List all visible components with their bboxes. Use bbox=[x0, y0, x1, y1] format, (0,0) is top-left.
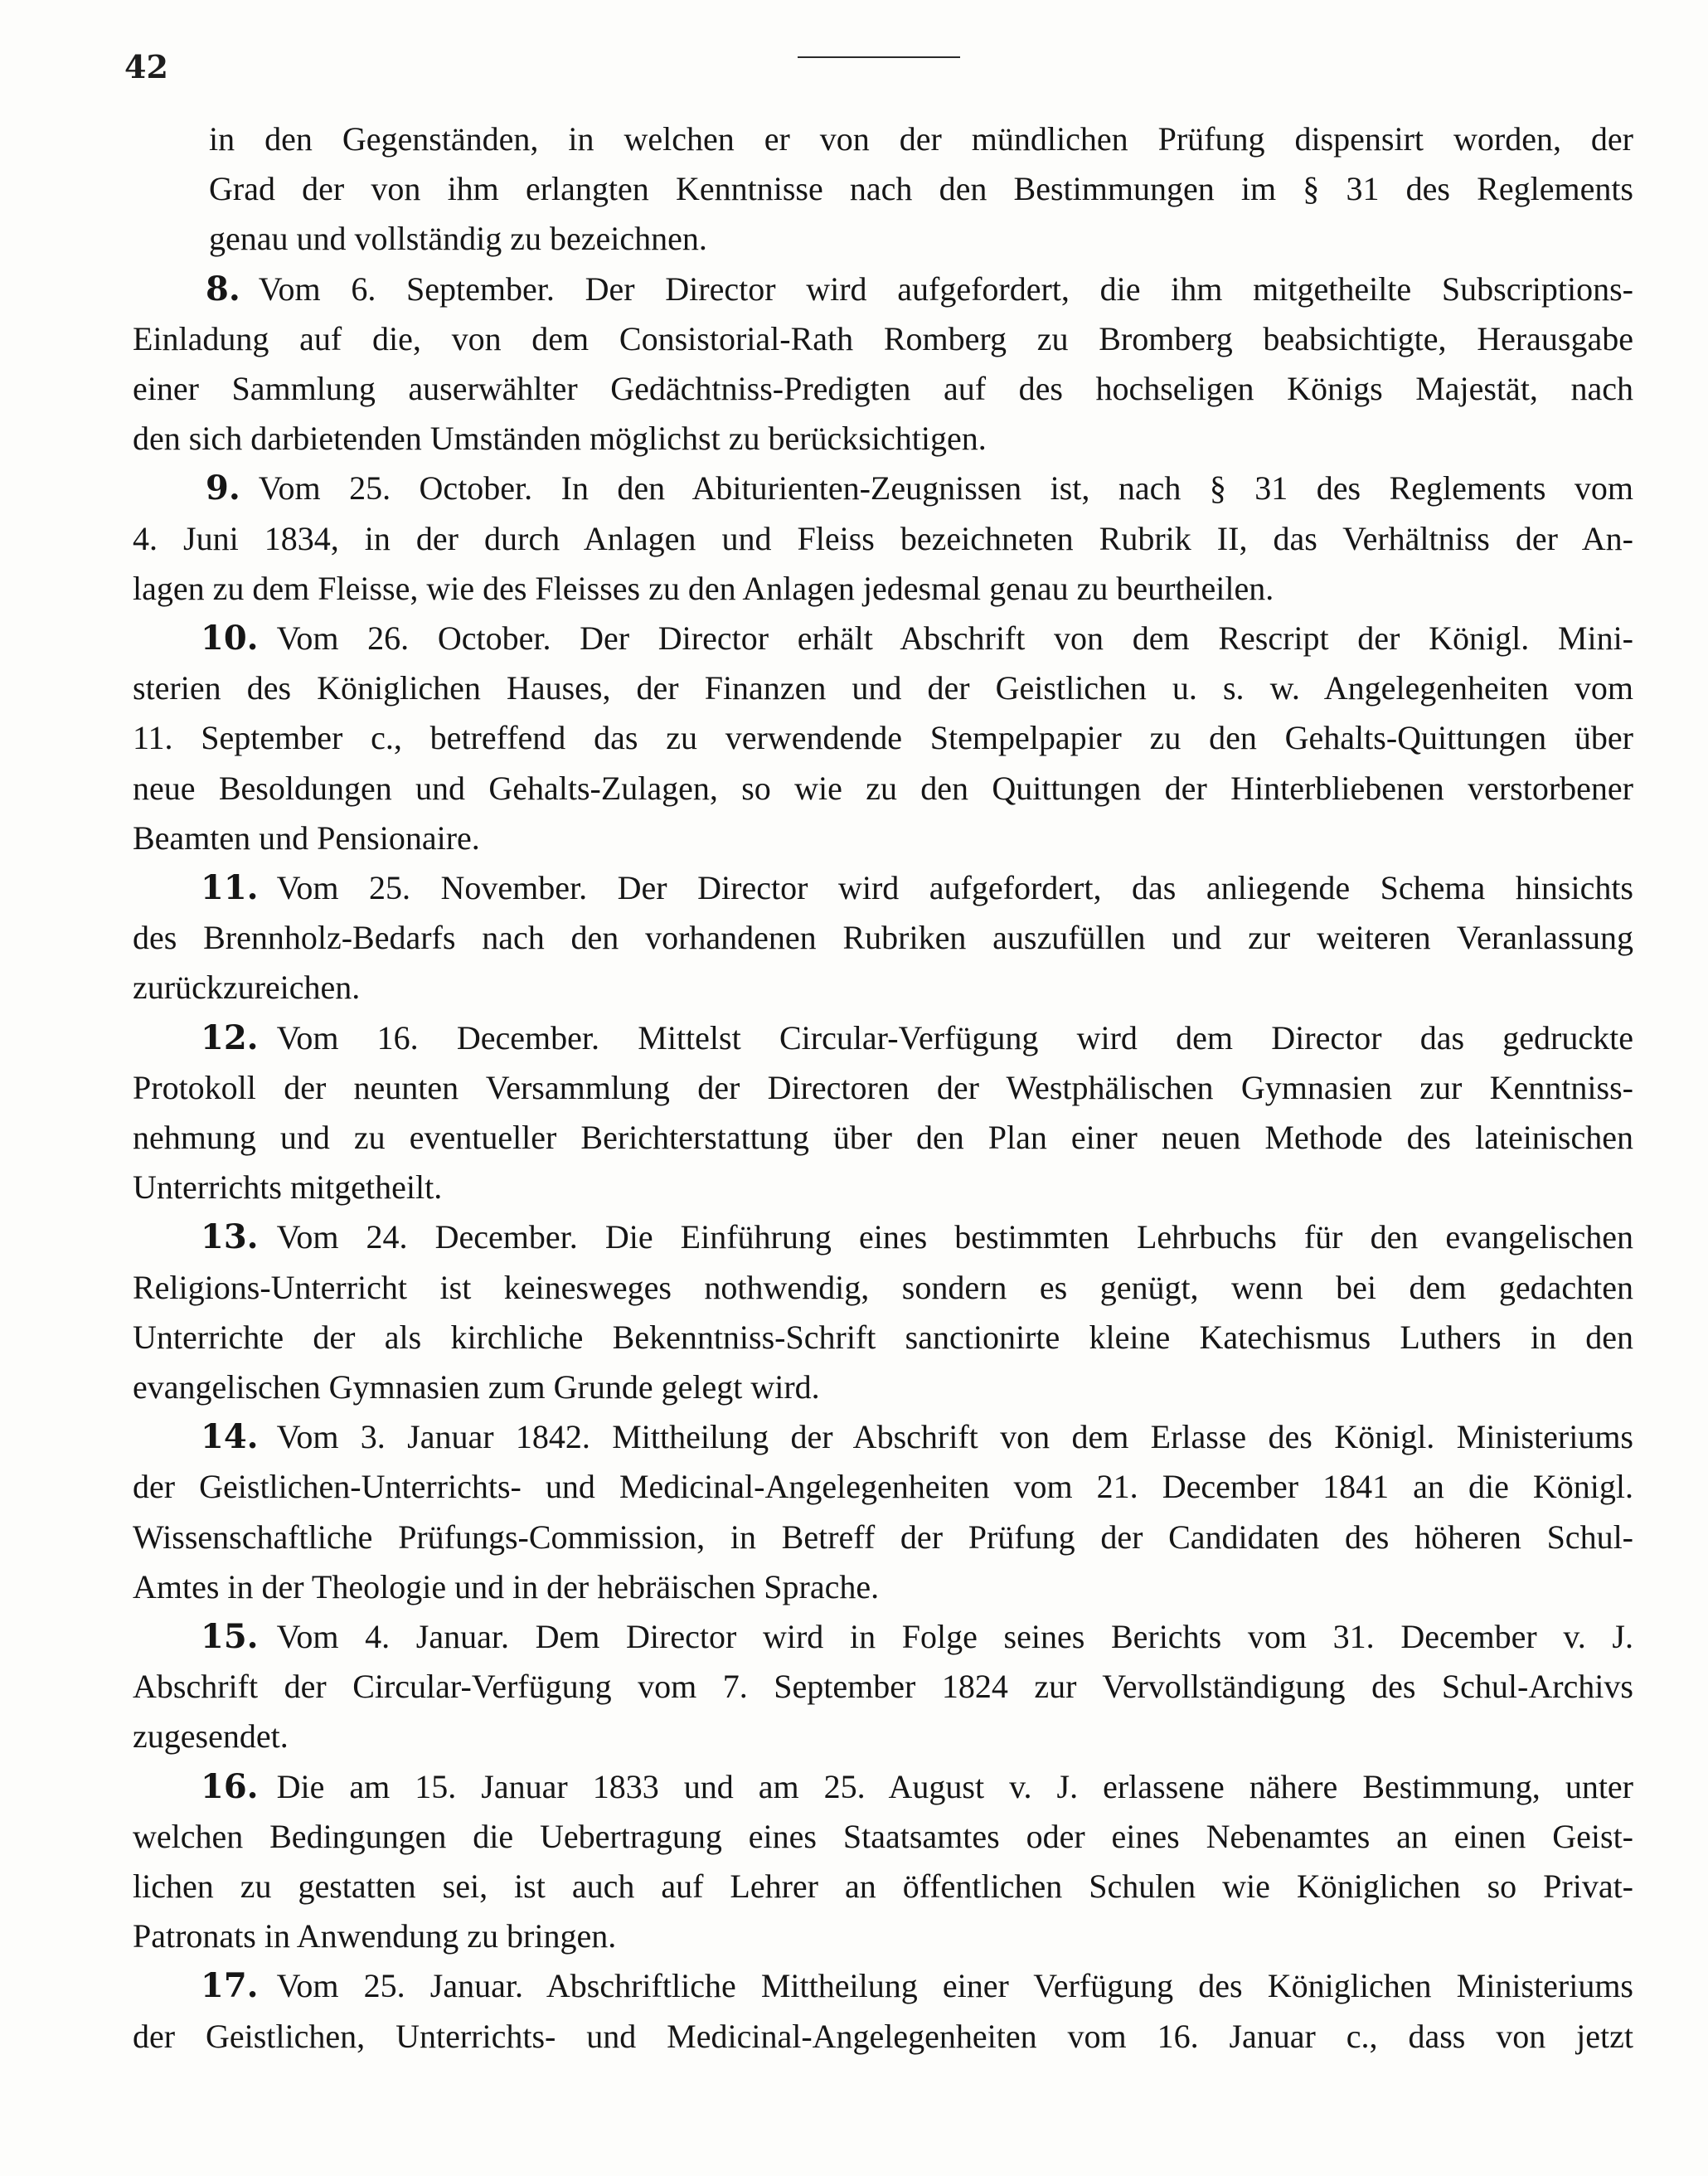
text-line bbox=[133, 1121, 1633, 1154]
entry-first-line bbox=[201, 868, 1633, 907]
entry-number: 13. bbox=[201, 1217, 259, 1256]
text-line bbox=[133, 1470, 1633, 1503]
line-text: Die am 15. Januar 1833 und am 25. August v. J. erlassene nähere Bestimmung, unter bbox=[276, 1768, 1633, 1805]
line-text: Vom 26. October. Der Director erhält Abschrift von dem Rescript der Königl. Mini- bbox=[276, 619, 1633, 657]
text-line bbox=[133, 320, 1633, 357]
line-text: Amtes in der Theologie und in der hebräischen Sprache. bbox=[133, 1568, 880, 1605]
line-text: Protokoll der neunten Versammlung der Directoren der Westphälischen Gymnasien zur Kenntniss- bbox=[133, 1069, 1633, 1106]
line-text: Vom 25. Januar. Abschriftliche Mittheilung einer Verfügung des Königlichen Ministeriums bbox=[276, 1967, 1633, 2004]
entry-first-line bbox=[201, 1217, 1633, 1256]
line-text: Patronats in Anwendung zu bringen. bbox=[133, 1917, 617, 1955]
line-text: Einladung auf die, von dem Consistorial-Rath Romberg zu Bromberg beabsichtigte, Herausgabe bbox=[133, 320, 1633, 357]
entry-first-line bbox=[206, 270, 1633, 308]
line-text: nehmung und zu eventueller Berichterstattung über den Plan einer neuen Methode des lateinischen bbox=[133, 1119, 1633, 1156]
entry-first-line bbox=[201, 619, 1633, 658]
text-line bbox=[133, 971, 1633, 1004]
line-text: Vom 4. Januar. Dem Director wird in Folge seines Berichts vom 31. December v. J. bbox=[276, 1618, 1633, 1655]
text-line bbox=[133, 921, 1633, 954]
entry-number: 11. bbox=[201, 868, 259, 907]
text-line bbox=[133, 372, 1633, 406]
text-line bbox=[133, 1820, 1633, 1853]
line-text: Vom 24. December. Die Einführung eines bestimmten Lehrbuchs für den evangelischen bbox=[276, 1218, 1633, 1256]
line-text: Vom 25. November. Der Director wird aufgefordert, das anliegende Schema hinsichts bbox=[276, 869, 1633, 906]
text-line bbox=[133, 1670, 1633, 1703]
line-text: des Brennholz-Bedarfs nach den vorhandenen Rubriken auszufüllen und zur weiteren Veranlassung bbox=[133, 919, 1633, 956]
text-line bbox=[133, 1717, 1633, 1755]
line-text: Wissenschaftliche Prüfungs-Commission, in Betreff der Prüfung der Candidaten des höheren Schul- bbox=[133, 1518, 1633, 1556]
line-text: Vom 6. September. Der Director wird aufgefordert, die ihm mitgetheilte Subscriptions- bbox=[258, 270, 1633, 308]
text-line bbox=[209, 222, 1633, 255]
entry-number: 10. bbox=[201, 619, 259, 658]
text-line bbox=[209, 120, 1633, 158]
line-text: Religions-Unterricht ist keinesweges nothwendig, sondern es genügt, wenn bei dem gedachten bbox=[133, 1269, 1633, 1306]
line-text: evangelischen Gymnasien zum Grunde gelegt wird. bbox=[133, 1368, 820, 1406]
line-text: 11. September c., betreffend das zu verwendende Stempelpapier zu den Gehalts-Quittungen über bbox=[133, 719, 1633, 756]
line-text: lagen zu dem Fleisse, wie des Fleisses zu den Anlagen jedesmal genau zu beurtheilen. bbox=[133, 570, 1274, 607]
text-line bbox=[133, 819, 1633, 857]
header-rule bbox=[798, 56, 960, 58]
line-text: Unterrichts mitgetheilt. bbox=[133, 1168, 443, 1206]
text-line bbox=[133, 669, 1633, 707]
line-text: 4. Juni 1834, in der durch Anlagen und Fleiss bezeichneten Rubrik II, das Verhältniss der An- bbox=[133, 520, 1633, 557]
line-text: genau und vollständig zu bezeichnen. bbox=[209, 220, 707, 257]
line-text: der Geistlichen-Unterrichts- und Medicinal-Angelegenheiten vom 21. December 1841 an die Königl. bbox=[133, 1468, 1633, 1505]
text-line bbox=[133, 1168, 1633, 1206]
line-text: Vom 25. October. In den Abiturienten-Zeugnissen ist, nach § 31 des Reglements vom bbox=[258, 469, 1633, 507]
line-text: Vom 16. December. Mittelst Circular-Verfügung wird dem Director das gedruckte bbox=[276, 1019, 1633, 1056]
entry-number: 8. bbox=[206, 270, 240, 308]
line-text: welchen Bedingungen die Uebertragung eines Staatsamtes oder eines Nebenamtes an einen Geist- bbox=[133, 1818, 1633, 1855]
entry-first-line bbox=[201, 1018, 1633, 1057]
line-text: sterien des Königlichen Hauses, der Finanzen und der Geistlichen u. s. w. Angelegenheiten vom bbox=[133, 669, 1633, 707]
entry-number: 15. bbox=[201, 1617, 259, 1656]
line-text: lichen zu gestatten sei, ist auch auf Lehrer an öffentlichen Schulen wie Königlichen so Privat- bbox=[133, 1868, 1633, 1905]
entry-first-line bbox=[201, 1417, 1633, 1456]
entry-number: 17. bbox=[201, 1966, 259, 2005]
page-number: 42 bbox=[124, 48, 168, 85]
text-line bbox=[133, 1368, 1633, 1406]
entry-first-line bbox=[201, 1767, 1633, 1806]
line-text: zurückzureichen. bbox=[133, 969, 361, 1006]
text-line bbox=[133, 572, 1633, 605]
entry-number: 14. bbox=[201, 1417, 259, 1456]
line-text: der Geistlichen, Unterrichts- und Medicinal-Angelegenheiten vom 16. Januar c., dass von jetzt bbox=[133, 2018, 1633, 2055]
text-line bbox=[133, 1870, 1633, 1903]
line-text: Unterrichte der als kirchliche Bekenntniss-Schrift sanctionirte kleine Katechismus Luthers in den bbox=[133, 1319, 1633, 1356]
line-text: einer Sammlung auserwählter Gedächtniss-Predigten auf des hochseligen Königs Majestät, nach bbox=[133, 370, 1633, 407]
entry-first-line bbox=[201, 1617, 1633, 1656]
text-line bbox=[133, 721, 1633, 755]
text-line bbox=[133, 772, 1633, 805]
entry-number: 16. bbox=[201, 1767, 259, 1806]
text-line bbox=[133, 422, 1633, 455]
line-text: Abschrift der Circular-Verfügung vom 7. September 1824 zur Vervollständigung des Schul-Archivs bbox=[133, 1668, 1633, 1705]
text-line bbox=[133, 522, 1633, 556]
entry-first-line bbox=[206, 469, 1633, 508]
text-line bbox=[133, 2020, 1633, 2053]
line-text: neue Besoldungen und Gehalts-Zulagen, so wie zu den Quittungen der Hinterbliebenen verstorbener bbox=[133, 770, 1633, 807]
line-text: in den Gegenständen, in welchen er von der mündlichen Prüfung dispensirt worden, der bbox=[209, 120, 1633, 158]
entry-number: 9. bbox=[206, 469, 240, 508]
text-line bbox=[133, 1917, 1633, 1955]
text-line bbox=[133, 1271, 1633, 1304]
text-line bbox=[209, 172, 1633, 206]
line-text: zugesendet. bbox=[133, 1717, 289, 1755]
entry-first-line bbox=[201, 1966, 1633, 2005]
text-line bbox=[133, 1321, 1633, 1354]
text-line bbox=[133, 1071, 1633, 1105]
entry-number: 12. bbox=[201, 1018, 259, 1057]
text-line bbox=[133, 1518, 1633, 1556]
line-text: Grad der von ihm erlangten Kenntnisse nach den Bestimmungen im § 31 des Reglements bbox=[209, 170, 1633, 207]
line-text: den sich darbietenden Umständen möglichst zu berücksichtigen. bbox=[133, 420, 987, 457]
line-text: Beamten und Pensionaire. bbox=[133, 819, 480, 857]
text-line bbox=[133, 1568, 1633, 1605]
line-text: Vom 3. Januar 1842. Mittheilung der Abschrift von dem Erlasse des Königl. Ministeriums bbox=[276, 1418, 1633, 1455]
